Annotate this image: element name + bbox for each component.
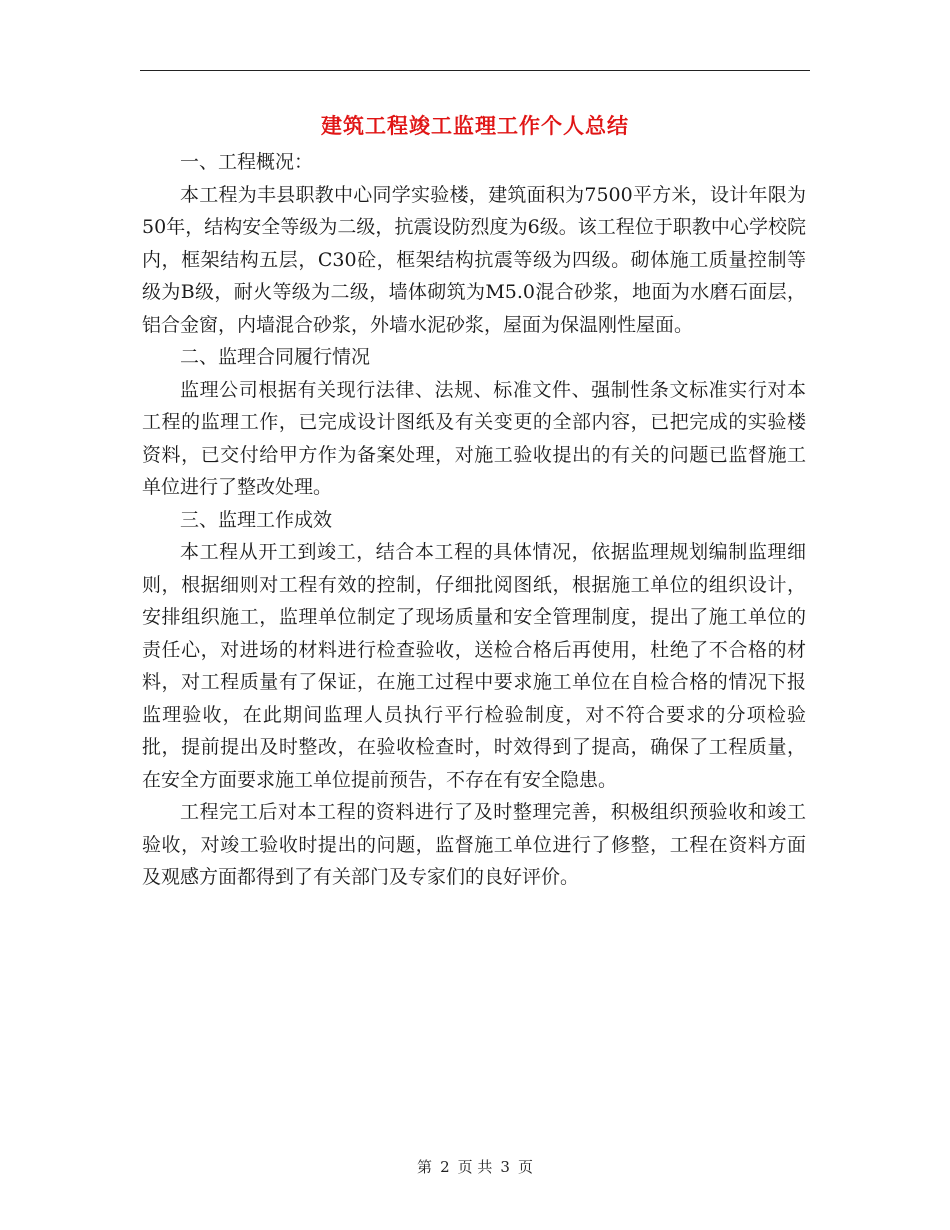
document-title: 建筑工程竣工监理工作个人总结 [321,113,629,138]
header-rule [140,70,810,71]
paragraph-completion: 工程完工后对本工程的资料进行了及时整理完善，积极组织预验收和竣工验收，对竣工验收时提出的问题，监督施工单位进行了修整，工程在资料方面及观感方面都得到了有关部门及专家们的良好评价。 [142,801,806,888]
document-body [142,146,806,894]
paragraph-overview: 本工程为丰县职教中心同学实验楼，建筑面积为7500平方米，设计年限为50年，结构安全等级为二级，抗震设防烈度为6级。该工程位于职教中心学校院内，框架结构五层，C30砼，框架结构抗震等级为四级。砌体施工质量控制等级为B级，耐火等级为二级，墙体砌筑为M5.0混合砂浆，地面为水磨石面层，铝合金窗，内墙混合砂浆，外墙水泥砂浆，屋面为保温刚性屋面。 [142,183,806,336]
paragraph-results: 本工程从开工到竣工，结合本工程的具体情况，依据监理规划编制监理细则，根据细则对工程有效的控制，仔细批阅图纸，根据施工单位的组织设计，安排组织施工，监理单位制定了现场质量和安全管理制度，提出了施工单位的责任心，对进场的材料进行检查验收，送检合格后再使用，杜绝了不合格的材料，对工程质量有了保证，在施工过程中要求施工单位在自检合格的情况下报监理验收，在此期间监理人员执行平行检验制度，对不符合要求的分项检验批，提前提出及时整改，在验收检查时，时效得到了提高，确保了工程质量，在安全方面要求施工单位提前预告，不存在有安全隐患。 [142,541,806,791]
page-number-footer [0,1156,950,1177]
section-heading-overview: 一、工程概况： [180,151,314,173]
page-current: 2 [440,1158,450,1176]
section-heading-results: 三、监理工作成效 [180,508,333,531]
page-prefix: 第 [417,1158,433,1176]
section-heading-contract: 二、监理合同履行情况 [180,346,371,368]
page-suffix: 页 [517,1158,533,1176]
page-total: 3 [500,1158,510,1176]
page-mid: 页 共 [457,1158,493,1176]
paragraph-contract: 监理公司根据有关现行法律、法规、标准文件、强制性条文标准实行对本工程的监理工作，已完成设计图纸及有关变更的全部内容，已把完成的实验楼资料，已交付给甲方作为备案处理，对施工验收提出的有关的问题已监督施工单位进行了整改处理。 [142,378,806,498]
